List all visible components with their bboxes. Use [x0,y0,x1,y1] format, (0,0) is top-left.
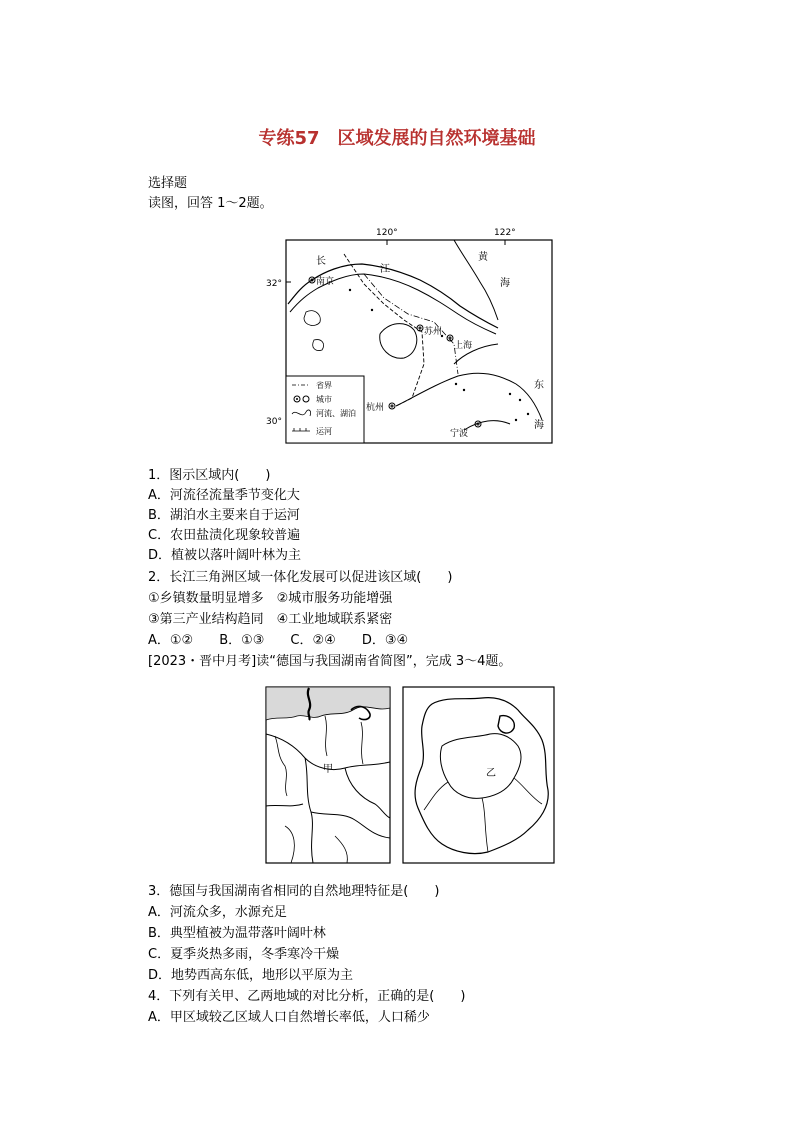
legend-canal: 运河 [316,427,332,436]
q1-option-d: D．植被以落叶阔叶林为主 [148,548,302,563]
q4-stem: 4．下列有关甲、乙两地域的对比分析，正确的是( ) [148,989,466,1004]
q3-option-b: B．典型植被为温带落叶阔叶林 [148,926,326,941]
map-legend [286,376,364,443]
q4-option-a: A．甲区域较乙区域人口自然增长率低，人口稀少 [148,1010,430,1025]
q3-stem: 3．德国与我国湖南省相同的自然地理特征是( ) [148,884,440,899]
q3-option-c: C．夏季炎热多雨，冬季寒冷干燥 [148,947,340,962]
label-hai-east: 海 [534,420,544,431]
legend-city: 城市 [316,395,332,404]
q2-items-2: ③第三产业结构趋同 ④工业地域联系紧密 [148,612,393,627]
yangtze-delta-map [266,224,554,446]
label-jiang: 江 [380,264,390,275]
q3-option-a: A．河流众多，水源充足 [148,905,287,920]
label-yi: 乙 [486,768,496,779]
legend-river-lake: 河流、湖泊 [316,409,356,418]
q1-option-b: B．湖泊水主要来自于运河 [148,508,300,523]
lon-label-120: 120° [376,228,398,238]
intro-q1-2: 读图，回答 1～2题。 [148,196,273,211]
label-hangzhou: 杭州 [366,403,385,413]
intro-q3-4: [2023・晋中月考]读“德国与我国湖南省简图”，完成 3～4题。 [148,654,512,669]
hunan-map [402,686,555,864]
label-suzhou: 苏州 [424,327,443,337]
q2-stem: 2．长江三角洲区域一体化发展可以促进该区域( ) [148,570,453,585]
germany-map [265,686,391,864]
lon-label-122: 122° [494,228,516,238]
label-dong: 东 [534,380,544,391]
label-hai-north: 海 [500,278,510,289]
label-shanghai: 上海 [454,341,473,351]
q2-options: A．①② B．①③ C．②④ D．③④ [148,633,409,648]
label-huang: 黄 [478,252,488,263]
label-ningbo: 宁波 [450,429,469,439]
q1-stem: 1．图示区域内( ) [148,468,271,483]
q3-option-d: D．地势西高东低，地形以平原为主 [148,968,354,983]
lat-label-30: 30° [266,417,282,427]
section-heading: 选择题 [148,176,188,191]
legend-province-boundary: 省界 [316,381,332,390]
q1-option-c: C．农田盐渍化现象较普遍 [148,528,301,543]
q2-items-1: ①乡镇数量明显增多 ②城市服务功能增强 [148,591,393,606]
lat-label-32: 32° [266,279,282,289]
page-title: 专练57 区域发展的自然环境基础 [258,128,536,149]
label-nanjing: 南京 [316,277,335,287]
label-jia: 甲 [323,764,333,775]
label-chang: 长 [316,256,326,267]
q1-option-a: A．河流径流量季节变化大 [148,488,300,503]
